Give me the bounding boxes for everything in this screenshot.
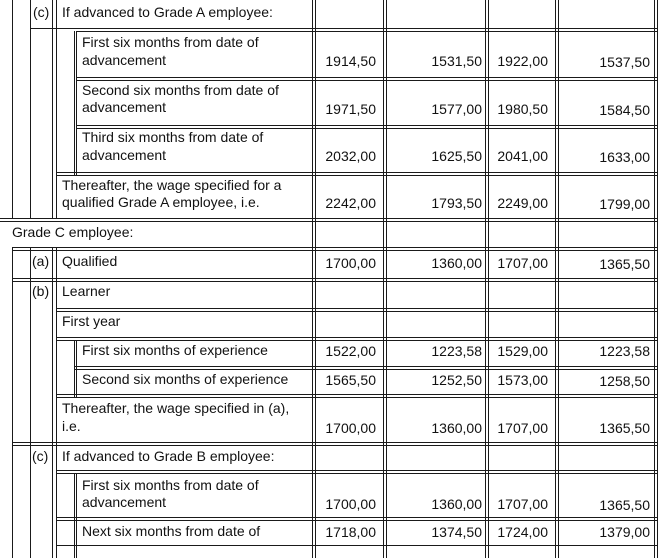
rule (76, 473, 77, 558)
row-label: qualified Grade A employee, i.e. (62, 194, 260, 210)
row-label: First year (62, 313, 121, 329)
rule (555, 0, 556, 558)
rule (56, 172, 658, 173)
rule (12, 445, 658, 446)
rule (74, 31, 75, 175)
rule (56, 394, 658, 395)
row-label: Thereafter, the wage specified in (a), (62, 400, 290, 416)
cell-value: 1633,00 (599, 149, 650, 165)
cell-value: 1360,00 (431, 496, 482, 512)
row-marker: (b) (32, 283, 50, 299)
rule (383, 0, 384, 558)
cell-value: 1724,00 (497, 524, 548, 540)
cell-value: 1707,00 (497, 255, 548, 271)
row-marker: (a) (32, 253, 50, 269)
rule (76, 77, 658, 78)
rule (485, 0, 486, 558)
cell-value: 1577,00 (431, 101, 482, 117)
cell-value: 1223,58 (431, 343, 482, 359)
row-marker: (c) (33, 4, 50, 20)
row-label: Second six months from date of (82, 82, 279, 98)
cell-value: 1700,00 (325, 420, 376, 436)
cell-value: 1522,00 (325, 343, 376, 359)
rule (56, 517, 658, 518)
cell-value: 1707,00 (497, 496, 548, 512)
rule (12, 442, 658, 443)
cell-value: 1707,00 (497, 420, 548, 436)
rule (12, 0, 13, 219)
rule (30, 247, 31, 558)
row-label: Next six months from date of (82, 523, 261, 539)
cell-value: 2249,00 (497, 195, 548, 211)
rule (315, 0, 316, 558)
rule (30, 28, 658, 29)
cell-value: 1365,50 (599, 256, 650, 272)
row-label: First six months from date of (82, 477, 259, 493)
row-label: i.e. (62, 418, 81, 434)
row-label: advancement (82, 52, 167, 68)
cell-value: 1793,50 (431, 195, 482, 211)
cell-value: 1374,50 (431, 524, 482, 540)
rule (386, 0, 387, 558)
row-label: Second six months of experience (82, 371, 289, 387)
cell-value: 1565,50 (325, 372, 376, 388)
cell-value: 1252,50 (431, 372, 482, 388)
rule (56, 520, 658, 521)
row-label: advancement (82, 147, 167, 163)
cell-value: 1718,00 (325, 524, 376, 540)
rule (56, 473, 658, 474)
rule (30, 0, 31, 219)
rule (76, 31, 658, 32)
rule (74, 366, 658, 367)
row-label: First six months of experience (82, 342, 268, 358)
cell-value: 2041,00 (497, 148, 548, 164)
rule (76, 125, 658, 126)
rule (56, 545, 658, 546)
cell-value: 1360,00 (431, 255, 482, 271)
row-label: First six months from date of (82, 34, 259, 50)
cell-value: 2032,00 (325, 148, 376, 164)
rule (558, 0, 559, 558)
cell-value: 1223,58 (599, 343, 650, 359)
cell-value: 1700,00 (325, 496, 376, 512)
rule (56, 0, 57, 219)
rule (56, 311, 658, 312)
rule (12, 247, 13, 558)
rule (488, 0, 489, 558)
rule (76, 31, 77, 175)
cell-value: 1529,00 (497, 343, 548, 359)
cell-value: 1799,00 (599, 196, 650, 212)
rule (0, 221, 658, 222)
row-label: advancement (82, 99, 167, 115)
cell-value: 1971,50 (325, 101, 376, 117)
row-label: Qualified (62, 253, 118, 269)
row-label: advancement (82, 494, 167, 510)
rule (74, 473, 75, 558)
cell-value: 1531,50 (431, 53, 482, 69)
rule (56, 470, 658, 471)
rule (52, 247, 53, 558)
row-label: If advanced to Grade A employee: (62, 4, 273, 20)
cell-value: 1360,00 (431, 420, 482, 436)
rule (74, 340, 75, 397)
cell-value: 1365,50 (599, 420, 650, 436)
cell-value: 1584,50 (599, 102, 650, 118)
row-label: Thereafter, the wage specified for a (62, 177, 282, 193)
cell-value: 2242,00 (325, 195, 376, 211)
rule (657, 0, 658, 558)
cell-value: 1573,00 (497, 372, 548, 388)
rule (56, 397, 658, 398)
row-marker: (c) (32, 448, 49, 464)
cell-value: 1625,50 (431, 148, 482, 164)
rule (0, 218, 658, 219)
rule (312, 0, 313, 558)
cell-value: 1537,50 (599, 54, 650, 70)
rule (12, 250, 658, 251)
cell-value: 1980,50 (497, 101, 548, 117)
cell-value: 1258,50 (599, 373, 650, 389)
rule (76, 340, 77, 397)
row-label: Learner (62, 283, 111, 299)
section-heading: Grade C employee: (12, 224, 134, 240)
row-label: If advanced to Grade B employee: (62, 448, 275, 464)
rule (52, 0, 53, 219)
cell-value: 1922,00 (497, 53, 548, 69)
cell-value: 1700,00 (325, 255, 376, 271)
rule (56, 247, 57, 558)
row-label: Third six months from date of (82, 129, 264, 145)
rule (12, 247, 658, 248)
rule (56, 308, 658, 309)
rule (12, 278, 658, 279)
rule (56, 337, 658, 338)
cell-value: 1914,50 (325, 53, 376, 69)
cell-value: 1365,50 (599, 497, 650, 513)
rule (654, 0, 655, 558)
cell-value: 1379,00 (599, 524, 650, 540)
